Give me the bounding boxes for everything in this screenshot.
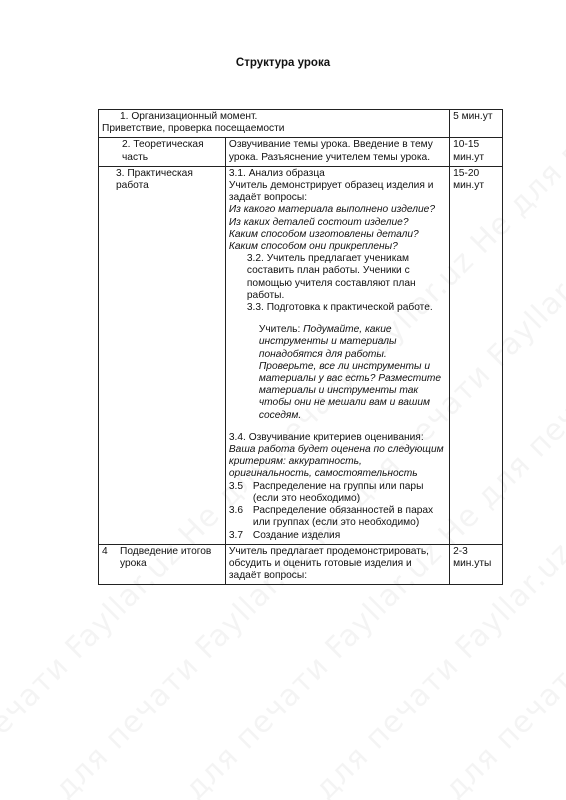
table-row <box>99 544 503 585</box>
stage-cell <box>99 166 226 544</box>
lesson-structure-table <box>98 109 503 585</box>
time-cell: 15-20 мин.ут <box>450 166 503 544</box>
item-text: Создание изделия <box>252 529 341 541</box>
item-number: 3.6 <box>228 505 244 517</box>
item-text: Распределение обязанностей в парах или группах (если это необходимо) <box>252 505 434 529</box>
question: Каким способом они прикреплены? <box>228 241 398 253</box>
stage-cell <box>99 544 226 585</box>
subsection-3-1-text: Учитель демонстрирует образец изделия и задаёт вопросы: <box>228 180 434 204</box>
question: Каким способом изготовлены детали? <box>228 228 419 240</box>
time-cell: 5 мин.ут <box>450 110 503 138</box>
question: Из каких деталей состоит изделие? <box>228 216 409 228</box>
teacher-speech: Подумайте, какие инструменты и материалы понадобятся для работы. Проверьте, все ли инструменты и материалы у вас есть? Разместите материалы и инструменты так чтобы они не мешали вам и вашим соседям. <box>258 324 442 421</box>
subsection-3-7 <box>229 530 446 542</box>
stage-number: 4 <box>102 545 108 557</box>
table-row <box>99 138 503 166</box>
subsection-3-5 <box>229 481 446 505</box>
stage-text: Подведение итогов урока <box>120 545 212 569</box>
watermark-text <box>530 0 566 800</box>
teacher-label: Учитель: <box>258 324 304 336</box>
content-cell: Учитель предлагает продемонстрировать, обсудить и оценить готовые изделия и задаёт вопросы: <box>225 544 449 585</box>
subsection-3-6 <box>229 505 446 529</box>
subsection-3-3: 3.3. Подготовка к практической работе. <box>246 302 433 314</box>
stage-title: 1. Организационный момент. <box>120 111 258 122</box>
time-cell: 2-3 мин.уты <box>450 544 503 585</box>
stage-title <box>102 546 222 570</box>
subsection-3-4-criteria: Ваша работа будет оценена по следующим критериям: аккуратность, оригинальность, самостоятельность <box>228 444 444 480</box>
item-text: Распределение на группы или пары (если это необходимо) <box>252 480 424 504</box>
page-title: Структура урока <box>235 57 331 69</box>
table-row <box>99 166 503 544</box>
item-number: 3.7 <box>228 529 244 541</box>
content-cell: Озвучивание темы урока. Введение в тему урока. Разъяснение учителем темы урока. <box>225 138 449 166</box>
stage-cell <box>99 110 450 138</box>
item-number: 3.5 <box>228 480 244 492</box>
subsection-3-2: 3.2. Учитель предлагает ученикам составить план работы. Ученики с помощью учителя составляют план работы. <box>246 253 416 301</box>
question: Из какого материала выполнено изделие? <box>228 204 435 216</box>
subsection-3-4-heading: 3.4. Озвучивание критериев оценивания: <box>228 431 424 443</box>
stage-description: Приветствие, проверка посещаемости <box>102 123 285 135</box>
time-cell: 10-15 мин.ут <box>450 138 503 166</box>
stage-cell <box>99 138 226 166</box>
stage-title: 3. Практическая работа <box>116 167 193 192</box>
subsection-3-1-heading: 3.1. Анализ образца <box>228 167 325 179</box>
teacher-instruction <box>229 324 446 422</box>
content-cell <box>225 166 449 544</box>
stage-title: 2. Теоретическая часть <box>122 139 204 163</box>
table-row <box>99 110 503 138</box>
